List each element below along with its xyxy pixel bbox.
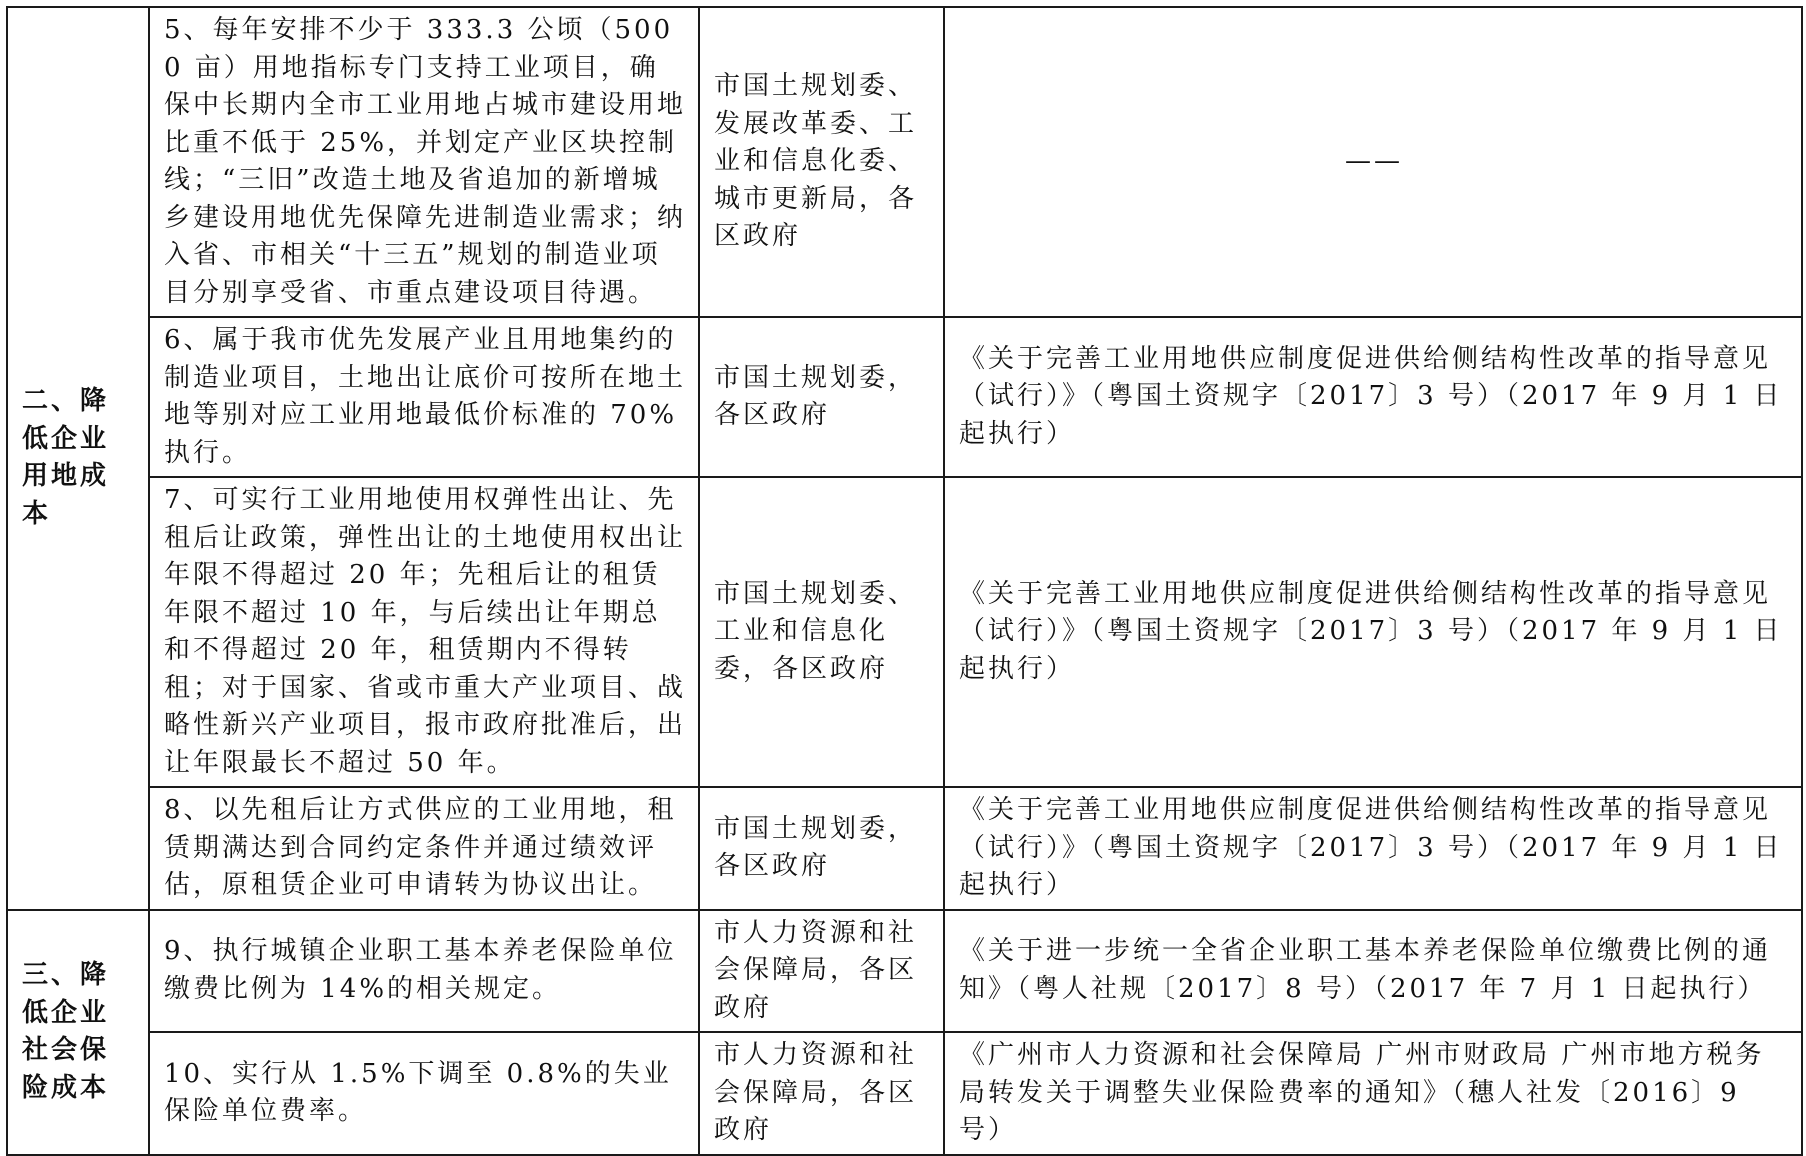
- table-row: [7, 787, 1802, 910]
- department-cell: 市国土规划委、工业和信息化委，各区政府: [699, 477, 944, 787]
- measure-cell: 7、可实行工业用地使用权弹性出让、先租后让政策，弹性出让的土地使用权出让年限不得超过 20 年；先租后让的租赁年限不超过 10 年，与后续出让年期总和不得超过 20 年，租赁期内不得转租；对于国家、省或市重大产业项目、战略性新兴产业项目，报市政府批准后，出让年限最长不超过 50 年。: [149, 477, 699, 787]
- policy-basis-cell: 《关于完善工业用地供应制度促进供给侧结构性改革的指导意见（试行）》（粤国土资规字〔2017〕3 号）（2017 年 9 月 1 日起执行）: [944, 477, 1802, 787]
- table-row: [7, 317, 1802, 477]
- table-row: [7, 910, 1802, 1033]
- policy-basis-cell: 《关于进一步统一全省企业职工基本养老保险单位缴费比例的通知》（粤人社规〔2017〕8 号）（2017 年 7 月 1 日起执行）: [944, 910, 1802, 1033]
- policy-basis-cell: 《关于完善工业用地供应制度促进供给侧结构性改革的指导意见（试行）》（粤国土资规字〔2017〕3 号）（2017 年 9 月 1 日起执行）: [944, 787, 1802, 910]
- department-cell: 市人力资源和社会保障局，各区政府: [699, 1032, 944, 1155]
- measure-cell: 10、实行从 1.5%下调至 0.8%的失业保险单位费率。: [149, 1032, 699, 1155]
- policy-basis-cell: 《广州市人力资源和社会保障局 广州市财政局 广州市地方税务局转发关于调整失业保险费率的通知》（穗人社发〔2016〕9 号）: [944, 1032, 1802, 1155]
- department-cell: 市国土规划委、发展改革委、工业和信息化委、城市更新局，各区政府: [699, 7, 944, 317]
- table-row: [7, 1032, 1802, 1155]
- measure-cell: 6、属于我市优先发展产业且用地集约的制造业项目，土地出让底价可按所在地土地等别对应工业用地最低价标准的 70%执行。: [149, 317, 699, 477]
- category-cell: 二、降低企业用地成本: [7, 7, 149, 910]
- measure-cell: 5、每年安排不少于 333.3 公顷（5000 亩）用地指标专门支持工业项目，确保中长期内全市工业用地占城市建设用地比重不低于 25%，并划定产业区块控制线；“三旧”改造土地及省追加的新增城乡建设用地优先保障先进制造业需求；纳入省、市相关“十三五”规划的制造业项目分别享受省、市重点建设项目待遇。: [149, 7, 699, 317]
- measure-cell: 9、执行城镇企业职工基本养老保险单位缴费比例为 14%的相关规定。: [149, 910, 699, 1033]
- category-cell: 三、降低企业社会保险成本: [7, 910, 149, 1155]
- policy-basis-cell: 《关于完善工业用地供应制度促进供给侧结构性改革的指导意见（试行）》（粤国土资规字〔2017〕3 号）（2017 年 9 月 1 日起执行）: [944, 317, 1802, 477]
- table-row: [7, 7, 1802, 317]
- department-cell: 市人力资源和社会保障局，各区政府: [699, 910, 944, 1033]
- policy-basis-cell: ——: [944, 7, 1802, 317]
- department-cell: 市国土规划委，各区政府: [699, 787, 944, 910]
- department-cell: 市国土规划委，各区政府: [699, 317, 944, 477]
- measure-cell: 8、以先租后让方式供应的工业用地，租赁期满达到合同约定条件并通过绩效评估，原租赁企业可申请转为协议出让。: [149, 787, 699, 910]
- table-row: [7, 477, 1802, 787]
- policy-table: [6, 6, 1803, 1156]
